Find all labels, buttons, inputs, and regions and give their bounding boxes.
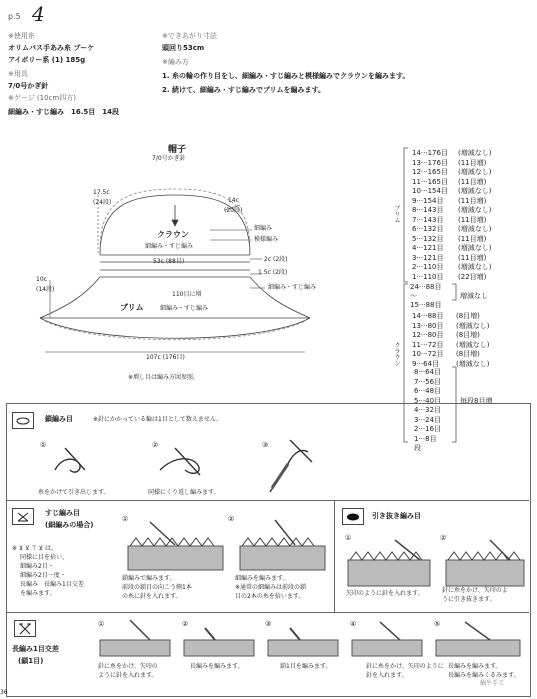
row-unit: 段 bbox=[414, 444, 421, 452]
dim-crown-rows: (24段) bbox=[93, 199, 112, 206]
back-loop-caption-2c: 目の2本の糸を拾います。 bbox=[235, 593, 305, 600]
cross-caption-1a: 針に糸をかけ、矢印の bbox=[98, 663, 158, 670]
table-row-note: (増減なし) bbox=[456, 340, 490, 349]
pattern-number: 4 bbox=[32, 2, 45, 26]
method-step-2: 2. 続けて、細編み・すじ編みでブリムを編みます。 bbox=[162, 86, 325, 94]
table-row: 5···132目 bbox=[412, 234, 444, 243]
table-row-note: (増減なし) bbox=[458, 187, 492, 195]
diagram-subtitle: 7/0号かぎ針 bbox=[152, 155, 186, 162]
watermark: 蜗牛手工 bbox=[480, 680, 505, 687]
cross-caption-5b: 長編みを編みくるみます。 bbox=[448, 672, 520, 679]
table-row: 13···80目 bbox=[412, 321, 444, 330]
brim-label: ブリム bbox=[120, 303, 144, 312]
cross-caption-3: 鎖1目を編みます。 bbox=[280, 663, 332, 670]
table-row-note: (増減なし) bbox=[458, 225, 492, 233]
dim-top-rows: (20段) bbox=[224, 207, 243, 214]
page-number: 36 bbox=[0, 689, 8, 696]
table-row: 3···24目 bbox=[414, 415, 442, 424]
chain-step-3-num: ③ bbox=[262, 441, 269, 449]
table-row: 14···176目 bbox=[412, 149, 448, 157]
table-row-note: (8目増) bbox=[456, 312, 480, 320]
back-loop-caption-2b: ※通常の細編みは前段の鎖 bbox=[235, 584, 307, 591]
table-row: 7···143目 bbox=[412, 215, 444, 224]
table-row-note: (増減なし) bbox=[458, 149, 492, 157]
table-row: 4···32目 bbox=[414, 406, 442, 414]
chain-step-2-num: ② bbox=[152, 441, 159, 449]
method-label: ※編み方 bbox=[162, 58, 189, 66]
dim-brim-rows: (14段) bbox=[36, 286, 55, 293]
slip-caption-2a: 針に糸をかけ、矢印のよ bbox=[442, 587, 508, 594]
back-loop-note-2: 同様に目を拾い、 bbox=[20, 554, 69, 561]
table-row-note: (増減なし) bbox=[458, 263, 492, 271]
back-loop-subtitle: (細編みの場合) bbox=[45, 521, 94, 529]
size-label: ※できあがり寸法 bbox=[162, 32, 217, 40]
diagram-note: ※増し目は編み方図参照。 bbox=[128, 374, 200, 381]
hook-size: 7/0号かぎ針 bbox=[8, 82, 49, 90]
size-value: 頭回り53cm bbox=[162, 44, 205, 52]
brim-stitch: 細編み・すじ編み bbox=[160, 305, 209, 312]
crown-row-15: 15···88目 bbox=[410, 301, 442, 309]
table-row-note: (22目増) bbox=[458, 272, 487, 281]
crown-stitch: 細編み・すじ編み bbox=[145, 243, 194, 250]
yarn-color: アイボリー系 (1) 185g bbox=[8, 56, 86, 64]
table-row: 10···72目 bbox=[412, 350, 444, 358]
dim-circumference: 107c (176目) bbox=[146, 354, 185, 361]
table-row: 12···165目 bbox=[412, 168, 448, 176]
table-row: 8···64目 bbox=[414, 368, 442, 376]
label-suji: 細編み・すじ編み bbox=[268, 284, 317, 291]
table-row: 8···143目 bbox=[412, 206, 444, 214]
table-row-note: (11目増) bbox=[458, 253, 487, 262]
table-row: 9···64目 bbox=[412, 359, 440, 368]
cross-caption-4a: 針に糸をかけ、矢印のように bbox=[366, 663, 444, 670]
cross-caption-5a: 長編みを編みます。 bbox=[448, 663, 502, 670]
yarn-name: オリムパス手あみ糸 プーケ bbox=[8, 44, 95, 52]
table-row: 10···154目 bbox=[412, 187, 448, 195]
materials-label: ※使用糸 bbox=[8, 32, 35, 40]
slip-caption-1: 矢印のように針を入れます。 bbox=[346, 590, 424, 597]
table-row-note: (増減なし) bbox=[458, 206, 492, 214]
back-loop-caption-2a: 細編みを編みます。 bbox=[235, 575, 289, 582]
cross-step-2-num: ② bbox=[182, 620, 189, 628]
table-row: 5···40目 bbox=[414, 396, 442, 405]
gauge-label: ※ゲージ (10cm四方) bbox=[8, 94, 76, 102]
chain-caption-1: 糸をかけて引き出します。 bbox=[38, 489, 110, 496]
slip-stitch-title: 引き抜き編み目 bbox=[372, 512, 421, 520]
crown-side-label: クラウン bbox=[393, 342, 400, 366]
table-row: 6···132目 bbox=[412, 225, 444, 233]
table-row: 11···72目 bbox=[412, 340, 444, 349]
back-loop-caption-1c: の糸に針を入れます。 bbox=[122, 593, 182, 600]
table-row-note: (増減なし) bbox=[458, 244, 492, 252]
crossed-dc-title: 長編み1目交差 bbox=[12, 645, 59, 653]
table-row: 14···88目 bbox=[412, 312, 444, 320]
table-row: 1···8目 bbox=[414, 434, 437, 443]
cross-caption-1b: ように針を入れます。 bbox=[98, 672, 158, 679]
cross-step-3-num: ③ bbox=[265, 620, 272, 628]
table-row-note: (11目増) bbox=[458, 158, 487, 167]
back-loop-caption-1a: 鎖編みで編みます。 bbox=[122, 575, 176, 582]
slip-step-2-num: ② bbox=[440, 534, 447, 542]
cross-step-4-num: ④ bbox=[350, 620, 357, 628]
back-loop-step-1-num: ① bbox=[122, 515, 129, 523]
cross-caption-2: 長編みを編みます。 bbox=[190, 663, 244, 670]
back-loop-step-2-num: ② bbox=[228, 515, 235, 523]
table-row-note: (増減なし) bbox=[456, 359, 490, 368]
table-row: 2···16目 bbox=[414, 425, 442, 433]
gauge-value: 細編み・すじ編み 16.5目 14段 bbox=[8, 108, 120, 116]
table-row: 1···110目 bbox=[412, 272, 444, 281]
table-row-note: (増減なし) bbox=[458, 168, 492, 176]
back-loop-note-4: 細編み2目一度・ bbox=[20, 572, 66, 579]
table-row: 3···121目 bbox=[412, 253, 444, 262]
cross-step-1-num: ① bbox=[98, 620, 105, 628]
crown-label: クラウン bbox=[157, 230, 189, 239]
chain-caption-2: 同様にくり返し編みます。 bbox=[148, 489, 220, 496]
table-row: 13···176目 bbox=[412, 158, 448, 167]
dim-brim-width: 10c bbox=[36, 276, 47, 283]
label-sc: 細編み bbox=[254, 225, 273, 232]
table-row: 4···121目 bbox=[412, 244, 444, 252]
table-row: 11···165目 bbox=[412, 177, 448, 186]
table-row-note: (11目増) bbox=[458, 234, 487, 243]
crown-row-24: 24···88目 bbox=[410, 283, 442, 291]
table-row: 6···48目 bbox=[414, 387, 442, 395]
tools-label: ※用具 bbox=[8, 70, 28, 78]
label-pattern: 模様編み bbox=[254, 236, 279, 243]
back-loop-title: すじ編み目 bbox=[45, 509, 80, 517]
table-row-note: (8目増) bbox=[456, 331, 480, 339]
dim-crown-height: 17.5c bbox=[93, 189, 110, 196]
page-label: p.5 bbox=[8, 12, 21, 21]
table-row-note: (8目増) bbox=[456, 350, 480, 358]
table-row: 12···80目 bbox=[412, 331, 444, 339]
cross-step-5-num: ⑤ bbox=[434, 620, 441, 628]
brim-side-label: ブリム bbox=[393, 205, 400, 223]
slip-caption-2b: うに引き抜きます。 bbox=[442, 596, 496, 603]
back-loop-note-6: を編みます。 bbox=[20, 590, 56, 597]
table-row: 7···56目 bbox=[414, 377, 442, 386]
table-row-note: (増減なし) bbox=[456, 321, 490, 330]
table-row-note: (11目増) bbox=[458, 215, 487, 224]
table-row-note: (11目増) bbox=[458, 196, 487, 205]
diagram-title: 帽子 bbox=[168, 145, 187, 155]
label-110: 110目に増 bbox=[172, 291, 202, 298]
table-row: 2···110目 bbox=[412, 263, 444, 271]
table-row: 9···154目 bbox=[412, 196, 444, 205]
label-2c: 2c (2段) bbox=[264, 256, 288, 263]
back-loop-note-3: 細編み2目・ bbox=[20, 563, 54, 570]
label-53c: 53c (88目) bbox=[153, 258, 185, 265]
cross-caption-4b: 針を入れます。 bbox=[366, 672, 408, 679]
dim-top: 14c bbox=[228, 197, 239, 204]
method-step-1: 1. 糸の輪の作り目をし、細編み・すじ編みと模様編みでクラウンを編みます。 bbox=[162, 72, 410, 80]
crown-low-note: 毎段8目増 bbox=[460, 397, 493, 405]
crown-top-note: 増減なし bbox=[460, 292, 488, 300]
table-row-note: (11目増) bbox=[458, 177, 487, 186]
back-loop-note-5: 長編み 長編み1目交差 bbox=[20, 581, 84, 588]
label-1-5c: 1.5c (2段) bbox=[258, 269, 288, 276]
crossed-dc-subtitle: (鎖1目) bbox=[18, 657, 44, 665]
back-loop-note-1: ※ ⊻ ⊻ ⊤ ⊻ は、 bbox=[12, 545, 57, 552]
chain-title: 鎖編み目 bbox=[45, 415, 73, 423]
chain-desc: ※針にかかっている輪は1目として数えません。 bbox=[93, 416, 223, 423]
chain-step-1-num: ① bbox=[40, 441, 47, 449]
back-loop-caption-1b: 前段の鎖目の向こう側1本 bbox=[122, 584, 192, 591]
slip-step-1-num: ① bbox=[345, 534, 352, 542]
